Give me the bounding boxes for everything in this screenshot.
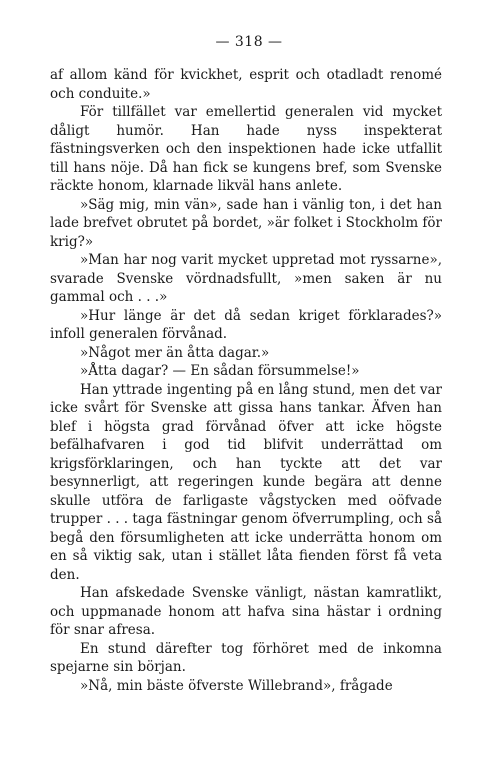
paragraph: »Hur länge är det då sedan kriget förklarades?» infoll generalen förvånad. (50, 307, 442, 342)
paragraph: »Något mer än åtta dagar.» (80, 344, 270, 361)
paragraph: En stund därefter tog förhöret med de inkomna spejarne sin början. (50, 640, 442, 675)
paragraph: af allom känd för kvickhet, esprit och otadladt renomé och conduite.» (50, 67, 442, 102)
paragraph: För tillfället var emellertid generalen vid mycket dåligt humör. Han hade nyss inspekterat fästningsverken och den inspektionen hade icke utfallit till hans nöje. Då han fick se kungens bref, som Svenske räckte honom, klarnade likväl hans anlete. (50, 104, 442, 194)
paragraph: »Man har nog varit mycket uppretad mot ryssarne», svarade Svenske vördnadsfullt, »men saken är nu gammal och . . .» (50, 252, 442, 305)
page-number: — 318 — (215, 34, 283, 50)
paragraph: »Nå, min bäste öfverste Willebrand», frågade (80, 677, 393, 694)
paragraph: Han yttrade ingenting på en lång stund, men det var icke svårt för Svenske att gissa hans tankar. Äfven han blef i högsta grad förvånad öfver att icke högste befälhafvaren i god tid blifvit underrättad om krigsförklaringen, och han tyckte att det var besynnerligt, att regeringen kunde begära att denne skulle utföra de farligaste vågstycken med oöfvade trupper . . . taga fästningar genom öfverrumpling, och så begå den försumligheten att icke underrätta honom om en så viktig sak, utan i stället låta fienden först få veta den. (50, 381, 442, 583)
paragraph: »Säg mig, min vän», sade han i vänlig ton, i det han lade brefvet obrutet på bordet, »är folket i Stockholm för krig?» (50, 196, 442, 250)
page-text (50, 66, 442, 695)
paragraph: »Åtta dagar? — En sådan försummelse!» (80, 363, 360, 379)
paragraph: Han afskedade Svenske vänligt, nästan kamratlikt, och uppmanade honom att hafva sina hästar i ordning för snar afresa. (50, 585, 442, 638)
